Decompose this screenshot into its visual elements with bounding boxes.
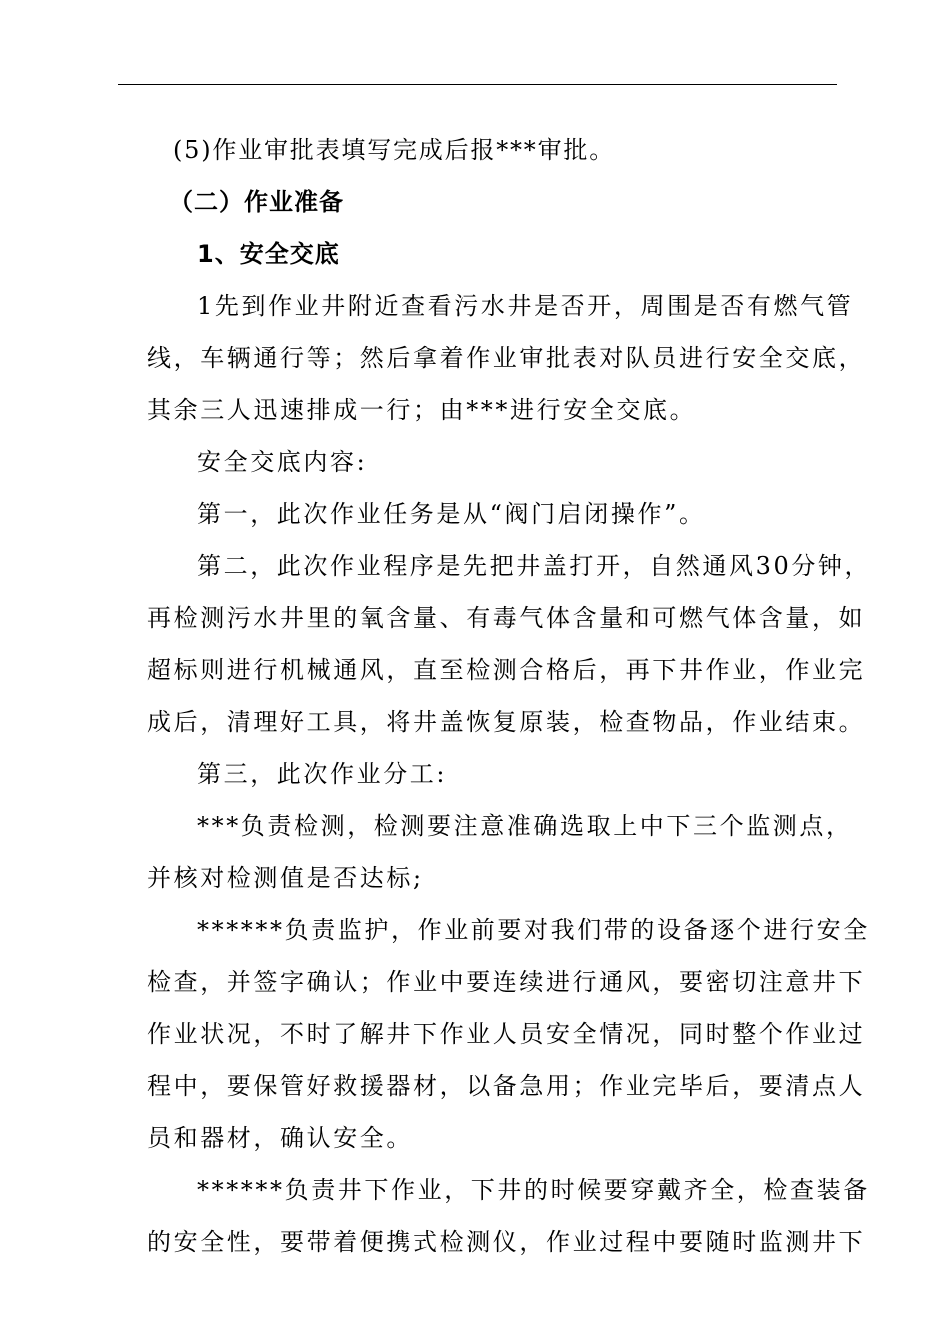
body-line: 的安全性，要带着便携式检测仪，作业过程中要随时监测井下 [147,1228,866,1256]
body-line: 1先到作业井附近查看污水井是否开，周围是否有燃气管 [197,292,854,320]
body-line: 员和器材，确认安全。 [147,1124,413,1152]
body-line: 作业状况，不时了解井下作业人员安全情况，同时整个作业过 [147,1020,866,1048]
body-line: 程中，要保管好救援器材，以备急用；作业完毕后，要清点人 [147,1072,866,1100]
body-line: 检查，并签字确认；作业中要连续进行通风，要密切注意井下 [147,968,866,996]
body-line: 第一，此次作业任务是从“阀门启闭操作”。 [197,500,706,528]
body-line: ***负责检测，检测要注意准确选取上中下三个监测点， [197,812,853,840]
body-line: 成后，清理好工具，将井盖恢复原装，检查物品，作业结束。 [147,708,866,736]
body-line: 其余三人迅速排成一行；由***进行安全交底。 [147,396,697,424]
header-rule [118,84,837,85]
section-heading: （二）作业准备 [169,188,344,216]
body-line: 并核对检测值是否达标; [147,864,424,892]
body-line: 第二，此次作业程序是先把井盖打开，自然通风30分钟， [197,552,872,580]
body-line: 第三，此次作业分工: [197,760,448,788]
approval-item: (5)作业审批表填写完成后报***审批。 [173,136,615,164]
document-body [147,124,872,1268]
subsection-heading: 1、安全交底 [197,240,340,268]
body-line: ******负责井下作业，下井的时候要穿戴齐全，检查装备 [197,1176,870,1204]
body-line: 超标则进行机械通风，直至检测合格后，再下井作业，作业完 [147,656,866,684]
body-line: 线，车辆通行等；然后拿着作业审批表对队员进行安全交底， [147,344,866,372]
body-line: ******负责监护，作业前要对我们带的设备逐个进行安全 [197,916,870,944]
body-line: 安全交底内容: [197,448,368,476]
body-line: 再检测污水井里的氧含量、有毒气体含量和可燃气体含量，如 [147,604,866,632]
